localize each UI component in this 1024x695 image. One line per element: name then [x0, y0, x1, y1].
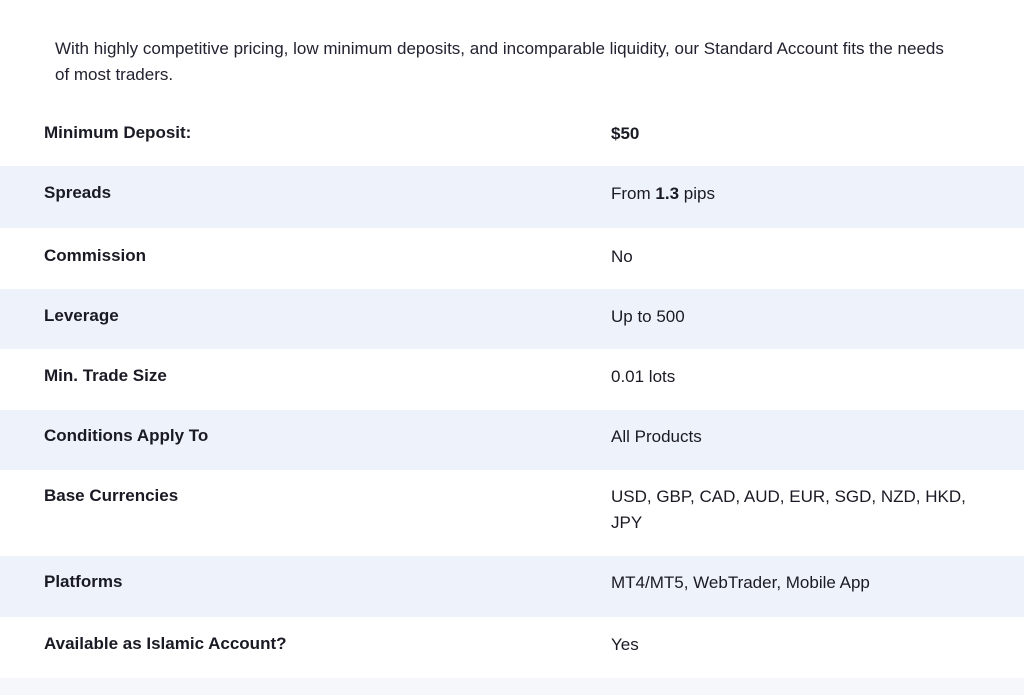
row-label: Base Currencies	[44, 486, 179, 505]
row-label: Conditions Apply To	[44, 426, 209, 445]
value-prefix: From	[611, 184, 656, 203]
row-value: 0.01 lots	[611, 367, 676, 386]
row-value: $50	[611, 124, 640, 143]
row-value: All Products	[611, 427, 702, 446]
row-value: Up to 500	[611, 307, 685, 326]
account-description: With highly competitive pricing, low minimum deposits, and incomparable liquidity, our Standard Account fits the needs of most traders.	[55, 39, 944, 84]
table-row-platforms	[0, 556, 1024, 617]
bottom-divider	[0, 678, 1024, 695]
table-row-conditions-apply-to	[0, 410, 1024, 470]
row-value: Yes	[611, 635, 639, 654]
value-number: 1.3	[655, 184, 680, 203]
table-row-leverage	[0, 289, 1024, 349]
row-label: Leverage	[44, 306, 119, 325]
row-label: Minimum Deposit:	[44, 123, 192, 142]
table-row-commission	[0, 228, 1024, 289]
table-row-islamic-account	[0, 617, 1024, 679]
row-label: Available as Islamic Account?	[44, 634, 287, 653]
row-value: USD, GBP, CAD, AUD, EUR, SGD, NZD, HKD, JPY	[611, 487, 966, 532]
table-row-min-trade-size	[0, 349, 1024, 410]
row-value	[611, 181, 971, 207]
row-value: MT4/MT5, WebTrader, Mobile App	[611, 573, 870, 592]
row-label: Min. Trade Size	[44, 366, 167, 385]
row-label: Spreads	[44, 183, 112, 202]
table-row-spreads	[0, 166, 1024, 228]
value-suffix: pips	[679, 184, 715, 203]
row-label: Platforms	[44, 572, 123, 591]
row-value: No	[611, 247, 633, 266]
table-row-minimum-deposit	[0, 102, 1024, 166]
account-conditions-table	[0, 102, 1024, 679]
table-row-base-currencies	[0, 470, 1024, 556]
row-label: Commission	[44, 246, 147, 265]
